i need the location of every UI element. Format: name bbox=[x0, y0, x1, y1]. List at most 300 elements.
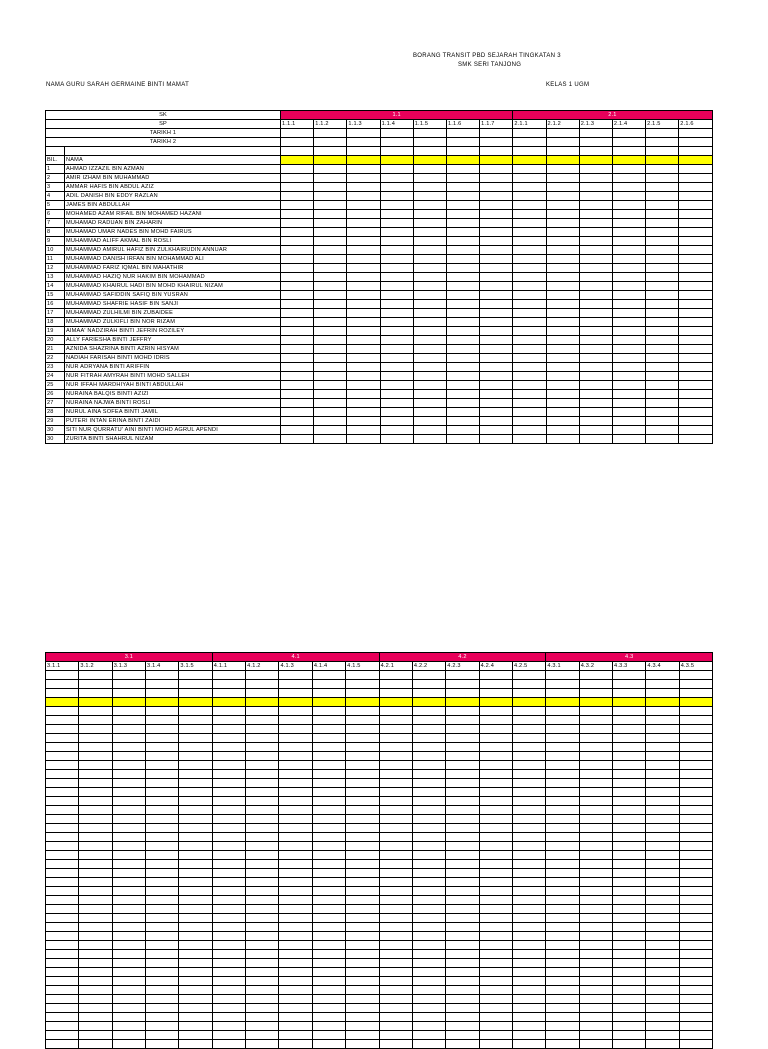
score-cell bbox=[179, 761, 212, 770]
score-cell bbox=[380, 210, 413, 219]
score-cell bbox=[513, 264, 546, 273]
score-cell bbox=[312, 1013, 345, 1022]
score-cell bbox=[480, 408, 513, 417]
date-cell bbox=[380, 129, 413, 138]
score-cell bbox=[312, 950, 345, 959]
score-cell bbox=[513, 318, 546, 327]
score-cell bbox=[146, 905, 179, 914]
score-cell bbox=[279, 860, 312, 869]
score-row bbox=[46, 743, 713, 752]
score-cell bbox=[246, 842, 279, 851]
score-row bbox=[46, 914, 713, 923]
score-cell bbox=[579, 399, 612, 408]
student-name: NURAINA NAJWA BINTI ROSLI bbox=[65, 399, 281, 408]
score-cell bbox=[613, 860, 646, 869]
student-name: SITI NUR QURRATU' AINI BINTI MOHD AGRUL APENDI bbox=[65, 426, 281, 435]
date-cell bbox=[546, 129, 579, 138]
score-cell bbox=[512, 959, 545, 968]
score-cell bbox=[679, 273, 712, 282]
date-cell bbox=[413, 138, 446, 147]
score-cell bbox=[346, 734, 379, 743]
score-cell bbox=[179, 851, 212, 860]
score-cell bbox=[512, 968, 545, 977]
score-cell bbox=[179, 869, 212, 878]
score-cell bbox=[146, 824, 179, 833]
score-cell bbox=[446, 824, 479, 833]
score-cell bbox=[479, 815, 512, 824]
score-cell bbox=[79, 770, 112, 779]
score-cell bbox=[314, 273, 347, 282]
date-cell bbox=[413, 129, 446, 138]
score-cell bbox=[312, 887, 345, 896]
score-cell bbox=[546, 1040, 579, 1049]
score-cell bbox=[379, 950, 412, 959]
score-cell bbox=[346, 707, 379, 716]
score-cell bbox=[546, 959, 579, 968]
student-row bbox=[46, 237, 713, 246]
class-name: KELAS 1 UGM bbox=[546, 82, 590, 88]
score-cell bbox=[146, 968, 179, 977]
sk-group-header: 4.3 bbox=[546, 653, 713, 662]
student-name: NUR ADRYANA BINTI ARIFFIN bbox=[65, 363, 281, 372]
score-cell bbox=[413, 282, 446, 291]
score-cell bbox=[612, 399, 645, 408]
score-cell bbox=[579, 291, 612, 300]
score-row bbox=[46, 1031, 713, 1040]
sp-code: 1.1.2 bbox=[314, 120, 347, 129]
score-cell bbox=[579, 408, 612, 417]
score-cell bbox=[380, 192, 413, 201]
score-cell bbox=[546, 273, 579, 282]
score-cell bbox=[579, 860, 612, 869]
date-cell bbox=[446, 129, 479, 138]
score-cell bbox=[346, 905, 379, 914]
score-cell bbox=[546, 887, 579, 896]
score-cell bbox=[446, 941, 479, 950]
score-cell bbox=[112, 833, 145, 842]
score-cell bbox=[281, 210, 314, 219]
score-cell bbox=[579, 743, 612, 752]
score-cell bbox=[281, 354, 314, 363]
score-row bbox=[46, 932, 713, 941]
score-row bbox=[46, 896, 713, 905]
sk-group-header: 4.2 bbox=[379, 653, 546, 662]
score-cell bbox=[579, 716, 612, 725]
score-cell bbox=[112, 968, 145, 977]
score-cell bbox=[646, 761, 679, 770]
student-row bbox=[46, 264, 713, 273]
student-number: 23 bbox=[46, 363, 65, 372]
score-cell bbox=[246, 671, 279, 680]
student-name: MUHAMMAD SAFIDDIN SAFIQ BIN YUSRAN bbox=[65, 291, 281, 300]
score-cell bbox=[412, 1040, 445, 1049]
score-cell bbox=[513, 165, 546, 174]
student-number: 1 bbox=[46, 165, 65, 174]
score-cell bbox=[380, 399, 413, 408]
score-cell bbox=[46, 761, 79, 770]
score-cell bbox=[446, 923, 479, 932]
score-cell bbox=[512, 860, 545, 869]
score-cell bbox=[379, 689, 412, 698]
score-cell bbox=[412, 860, 445, 869]
score-cell bbox=[212, 968, 245, 977]
score-cell bbox=[479, 842, 512, 851]
score-cell bbox=[413, 210, 446, 219]
date-label: TARIKH 1 bbox=[46, 129, 281, 138]
score-cell bbox=[346, 977, 379, 986]
score-cell bbox=[246, 914, 279, 923]
score-cell bbox=[613, 761, 646, 770]
score-cell bbox=[446, 201, 479, 210]
score-cell bbox=[512, 950, 545, 959]
score-cell bbox=[646, 959, 679, 968]
score-cell bbox=[679, 896, 712, 905]
score-cell bbox=[347, 174, 380, 183]
score-cell bbox=[412, 887, 445, 896]
score-cell bbox=[279, 761, 312, 770]
score-cell bbox=[646, 327, 679, 336]
sk-row bbox=[46, 111, 713, 120]
score-cell bbox=[579, 363, 612, 372]
score-cell bbox=[446, 363, 479, 372]
score-cell bbox=[613, 905, 646, 914]
score-cell bbox=[246, 896, 279, 905]
student-row bbox=[46, 255, 713, 264]
score-cell bbox=[413, 399, 446, 408]
student-row bbox=[46, 426, 713, 435]
score-cell bbox=[279, 905, 312, 914]
score-cell bbox=[279, 968, 312, 977]
sp-code: 4.1.1 bbox=[212, 662, 245, 671]
score-cell bbox=[212, 977, 245, 986]
student-row bbox=[46, 219, 713, 228]
score-cell bbox=[512, 752, 545, 761]
student-number: 30 bbox=[46, 435, 65, 444]
highlight-cell bbox=[446, 156, 479, 165]
score-cell bbox=[446, 959, 479, 968]
score-cell bbox=[579, 932, 612, 941]
score-cell bbox=[679, 914, 712, 923]
sp-label: SP bbox=[46, 120, 281, 129]
score-cell bbox=[679, 842, 712, 851]
student-row bbox=[46, 291, 713, 300]
score-cell bbox=[212, 824, 245, 833]
score-cell bbox=[312, 923, 345, 932]
score-cell bbox=[512, 1022, 545, 1031]
score-cell bbox=[446, 797, 479, 806]
score-cell bbox=[546, 869, 579, 878]
score-cell bbox=[579, 237, 612, 246]
score-cell bbox=[79, 1031, 112, 1040]
score-cell bbox=[380, 291, 413, 300]
score-cell bbox=[479, 680, 512, 689]
score-cell bbox=[379, 716, 412, 725]
highlight-cell bbox=[679, 698, 712, 707]
score-row bbox=[46, 986, 713, 995]
score-cell bbox=[312, 995, 345, 1004]
score-cell bbox=[479, 887, 512, 896]
score-cell bbox=[346, 950, 379, 959]
score-cell bbox=[112, 959, 145, 968]
score-cell bbox=[412, 923, 445, 932]
score-cell bbox=[347, 381, 380, 390]
score-cell bbox=[212, 680, 245, 689]
score-cell bbox=[179, 725, 212, 734]
score-cell bbox=[413, 255, 446, 264]
score-cell bbox=[312, 914, 345, 923]
score-cell bbox=[546, 327, 579, 336]
score-cell bbox=[679, 689, 712, 698]
score-cell bbox=[346, 716, 379, 725]
score-cell bbox=[146, 689, 179, 698]
score-cell bbox=[246, 941, 279, 950]
score-cell bbox=[412, 770, 445, 779]
highlight-cell bbox=[513, 156, 546, 165]
score-cell bbox=[314, 219, 347, 228]
score-cell bbox=[46, 797, 79, 806]
score-cell bbox=[346, 896, 379, 905]
score-cell bbox=[146, 671, 179, 680]
score-cell bbox=[279, 896, 312, 905]
score-cell bbox=[112, 932, 145, 941]
score-cell bbox=[646, 707, 679, 716]
score-cell bbox=[446, 950, 479, 959]
score-cell bbox=[79, 689, 112, 698]
score-cell bbox=[112, 824, 145, 833]
score-cell bbox=[679, 905, 712, 914]
score-cell bbox=[579, 165, 612, 174]
score-cell bbox=[346, 869, 379, 878]
score-cell bbox=[412, 689, 445, 698]
score-cell bbox=[512, 932, 545, 941]
score-cell bbox=[281, 363, 314, 372]
score-cell bbox=[314, 291, 347, 300]
score-cell bbox=[46, 716, 79, 725]
score-cell bbox=[546, 761, 579, 770]
score-cell bbox=[212, 815, 245, 824]
score-cell bbox=[212, 959, 245, 968]
score-cell bbox=[413, 336, 446, 345]
score-cell bbox=[347, 282, 380, 291]
score-cell bbox=[212, 896, 245, 905]
score-cell bbox=[179, 968, 212, 977]
score-cell bbox=[347, 192, 380, 201]
score-cell bbox=[513, 237, 546, 246]
score-cell bbox=[446, 815, 479, 824]
score-cell bbox=[412, 752, 445, 761]
score-cell bbox=[246, 869, 279, 878]
score-cell bbox=[646, 291, 679, 300]
score-cell bbox=[281, 372, 314, 381]
score-cell bbox=[179, 959, 212, 968]
sk-group-header: 3.1 bbox=[46, 653, 213, 662]
score-cell bbox=[480, 363, 513, 372]
score-cell bbox=[646, 905, 679, 914]
score-cell bbox=[346, 689, 379, 698]
score-cell bbox=[446, 255, 479, 264]
score-cell bbox=[312, 806, 345, 815]
score-cell bbox=[179, 716, 212, 725]
score-cell bbox=[613, 959, 646, 968]
score-cell bbox=[646, 264, 679, 273]
score-cell bbox=[646, 725, 679, 734]
score-cell bbox=[413, 165, 446, 174]
student-number: 13 bbox=[46, 273, 65, 282]
score-cell bbox=[412, 815, 445, 824]
sp-code: 1.1.3 bbox=[347, 120, 380, 129]
sp-code: 3.1.4 bbox=[146, 662, 179, 671]
date-cell bbox=[480, 129, 513, 138]
score-cell bbox=[380, 363, 413, 372]
score-cell bbox=[512, 779, 545, 788]
score-cell bbox=[446, 788, 479, 797]
score-cell bbox=[46, 707, 79, 716]
blank-cell bbox=[281, 147, 314, 156]
score-cell bbox=[579, 282, 612, 291]
score-cell bbox=[347, 435, 380, 444]
score-cell bbox=[246, 833, 279, 842]
blank-cell bbox=[314, 147, 347, 156]
score-cell bbox=[347, 390, 380, 399]
score-cell bbox=[379, 824, 412, 833]
score-cell bbox=[281, 282, 314, 291]
score-cell bbox=[380, 237, 413, 246]
score-cell bbox=[646, 354, 679, 363]
score-cell bbox=[579, 950, 612, 959]
score-cell bbox=[546, 165, 579, 174]
date-cell bbox=[513, 138, 546, 147]
score-cell bbox=[479, 752, 512, 761]
score-cell bbox=[413, 237, 446, 246]
score-cell bbox=[479, 743, 512, 752]
score-cell bbox=[380, 300, 413, 309]
score-cell bbox=[512, 743, 545, 752]
score-cell bbox=[646, 1040, 679, 1049]
date-cell bbox=[579, 129, 612, 138]
score-cell bbox=[212, 689, 245, 698]
score-cell bbox=[479, 689, 512, 698]
score-cell bbox=[679, 680, 712, 689]
score-cell bbox=[212, 1022, 245, 1031]
score-cell bbox=[446, 995, 479, 1004]
score-cell bbox=[314, 417, 347, 426]
score-cell bbox=[579, 833, 612, 842]
score-cell bbox=[380, 228, 413, 237]
highlight-cell bbox=[312, 698, 345, 707]
score-cell bbox=[613, 725, 646, 734]
score-row bbox=[46, 878, 713, 887]
score-cell bbox=[46, 887, 79, 896]
score-cell bbox=[479, 896, 512, 905]
score-cell bbox=[246, 1031, 279, 1040]
score-cell bbox=[479, 869, 512, 878]
score-cell bbox=[312, 1031, 345, 1040]
highlight-cell bbox=[380, 156, 413, 165]
student-name: AIMAA' NADZIRAH BINTI JEFRIN ROZILEY bbox=[65, 327, 281, 336]
score-cell bbox=[446, 435, 479, 444]
score-cell bbox=[179, 842, 212, 851]
score-cell bbox=[412, 707, 445, 716]
score-cell bbox=[46, 878, 79, 887]
sp-row bbox=[46, 662, 713, 671]
score-cell bbox=[212, 923, 245, 932]
score-cell bbox=[546, 255, 579, 264]
score-cell bbox=[279, 869, 312, 878]
score-cell bbox=[479, 1004, 512, 1013]
highlight-cell bbox=[546, 156, 579, 165]
score-cell bbox=[613, 716, 646, 725]
score-cell bbox=[346, 770, 379, 779]
score-cell bbox=[512, 770, 545, 779]
score-cell bbox=[612, 174, 645, 183]
score-cell bbox=[546, 210, 579, 219]
student-row bbox=[46, 381, 713, 390]
student-row bbox=[46, 399, 713, 408]
score-cell bbox=[579, 273, 612, 282]
date-cell bbox=[347, 129, 380, 138]
score-cell bbox=[679, 977, 712, 986]
score-cell bbox=[480, 426, 513, 435]
score-cell bbox=[446, 986, 479, 995]
score-cell bbox=[612, 201, 645, 210]
score-cell bbox=[46, 842, 79, 851]
score-cell bbox=[279, 977, 312, 986]
student-name: ALLY FARIESHA BINTI JEFFRY bbox=[65, 336, 281, 345]
score-cell bbox=[546, 174, 579, 183]
score-cell bbox=[546, 806, 579, 815]
score-cell bbox=[512, 725, 545, 734]
score-cell bbox=[281, 291, 314, 300]
score-cell bbox=[379, 806, 412, 815]
score-row bbox=[46, 968, 713, 977]
student-number: 29 bbox=[46, 417, 65, 426]
score-cell bbox=[46, 959, 79, 968]
score-cell bbox=[613, 806, 646, 815]
score-cell bbox=[314, 192, 347, 201]
score-cell bbox=[512, 671, 545, 680]
score-cell bbox=[512, 1031, 545, 1040]
score-cell bbox=[446, 779, 479, 788]
score-cell bbox=[679, 1022, 712, 1031]
student-number: 14 bbox=[46, 282, 65, 291]
score-cell bbox=[579, 201, 612, 210]
score-cell bbox=[79, 815, 112, 824]
blank-cell bbox=[612, 147, 645, 156]
score-cell bbox=[212, 851, 245, 860]
score-cell bbox=[314, 237, 347, 246]
score-cell bbox=[379, 1040, 412, 1049]
score-cell bbox=[380, 327, 413, 336]
score-cell bbox=[679, 255, 712, 264]
score-cell bbox=[347, 165, 380, 174]
name-header: NAMA bbox=[65, 156, 281, 165]
score-cell bbox=[646, 1031, 679, 1040]
score-cell bbox=[246, 716, 279, 725]
score-cell bbox=[112, 770, 145, 779]
score-cell bbox=[279, 743, 312, 752]
score-cell bbox=[112, 689, 145, 698]
score-cell bbox=[480, 273, 513, 282]
score-cell bbox=[347, 246, 380, 255]
score-cell bbox=[646, 426, 679, 435]
score-cell bbox=[479, 671, 512, 680]
score-cell bbox=[613, 914, 646, 923]
score-cell bbox=[579, 689, 612, 698]
score-cell bbox=[512, 941, 545, 950]
sp-code: 4.1.2 bbox=[246, 662, 279, 671]
score-cell bbox=[312, 1004, 345, 1013]
score-cell bbox=[679, 734, 712, 743]
